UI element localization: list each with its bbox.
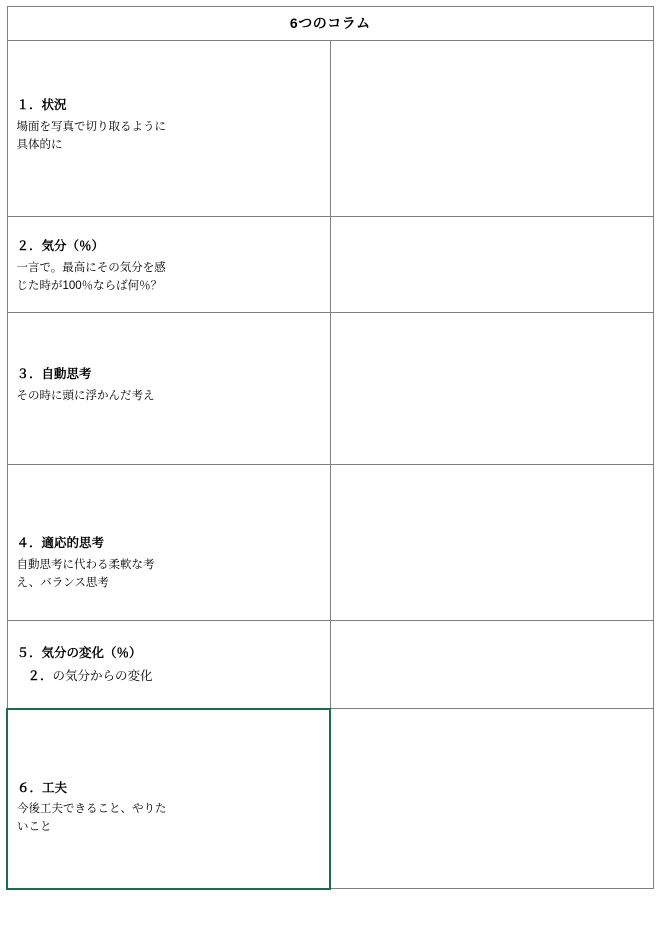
table-row	[7, 465, 654, 621]
row-4-label-block	[17, 473, 323, 593]
table-row	[7, 709, 654, 889]
row-6-description-line-1: 今後工夫できること、やりた	[17, 803, 167, 816]
row-1-label-block	[17, 49, 323, 155]
row-2-description-line-1: 一言で。最高にその気分を感	[16, 261, 166, 274]
row-6-answer-cell[interactable]	[330, 709, 653, 889]
row-5-label-block	[17, 629, 323, 686]
row-2-description-line-2: じた時が100％ならば何％？	[16, 279, 163, 292]
row-5-description-rest: の気分からの変化	[52, 668, 153, 683]
row-5-description	[17, 667, 323, 686]
row-4-label-cell	[7, 465, 330, 621]
row-4-answer-cell[interactable]	[330, 465, 653, 621]
table-row	[7, 41, 654, 217]
row-6-label-block	[17, 718, 322, 838]
row-6-heading: ６．工夫	[17, 780, 68, 795]
row-3-description-line-1: その時に頭に浮かんだ考え	[16, 389, 155, 402]
row-2-label-block	[17, 225, 323, 296]
table-row	[7, 313, 654, 465]
row-5-heading: ５．気分の変化（％）	[16, 646, 142, 660]
row-5-description-ref: ２．	[27, 668, 53, 683]
row-1-description-line-1: 場面を写真で切り取るように	[16, 120, 166, 133]
row-6-description-line-2: いこと	[17, 821, 52, 834]
page-title: 6つのコラム	[7, 7, 654, 41]
row-1-heading: １．状況	[16, 98, 67, 112]
row-4-heading: ４．適応的思考	[16, 536, 105, 550]
row-2-heading: ２．気分（％）	[16, 239, 105, 253]
row-3-answer-cell[interactable]	[330, 313, 653, 465]
row-1-answer-cell[interactable]	[330, 41, 653, 217]
row-4-description-line-2: え、バランス思考	[16, 576, 109, 589]
title-row	[7, 7, 654, 41]
six-columns-table	[6, 6, 654, 890]
row-2-label-cell	[7, 217, 330, 313]
row-5-label-cell	[7, 621, 330, 709]
row-3-label-cell	[7, 313, 330, 465]
row-6-label-cell	[7, 709, 330, 889]
table-row	[7, 217, 654, 313]
row-5-answer-cell[interactable]	[330, 621, 653, 709]
table-row	[7, 621, 654, 709]
row-1-label-cell	[7, 41, 330, 217]
row-1-description-line-2: 具体的に	[16, 138, 63, 151]
row-3-heading: ３．自動思考	[16, 367, 92, 381]
row-4-description-line-1: 自動思考に代わる柔軟な考	[16, 558, 155, 571]
row-2-answer-cell[interactable]	[330, 217, 653, 313]
row-3-label-block	[17, 321, 323, 406]
